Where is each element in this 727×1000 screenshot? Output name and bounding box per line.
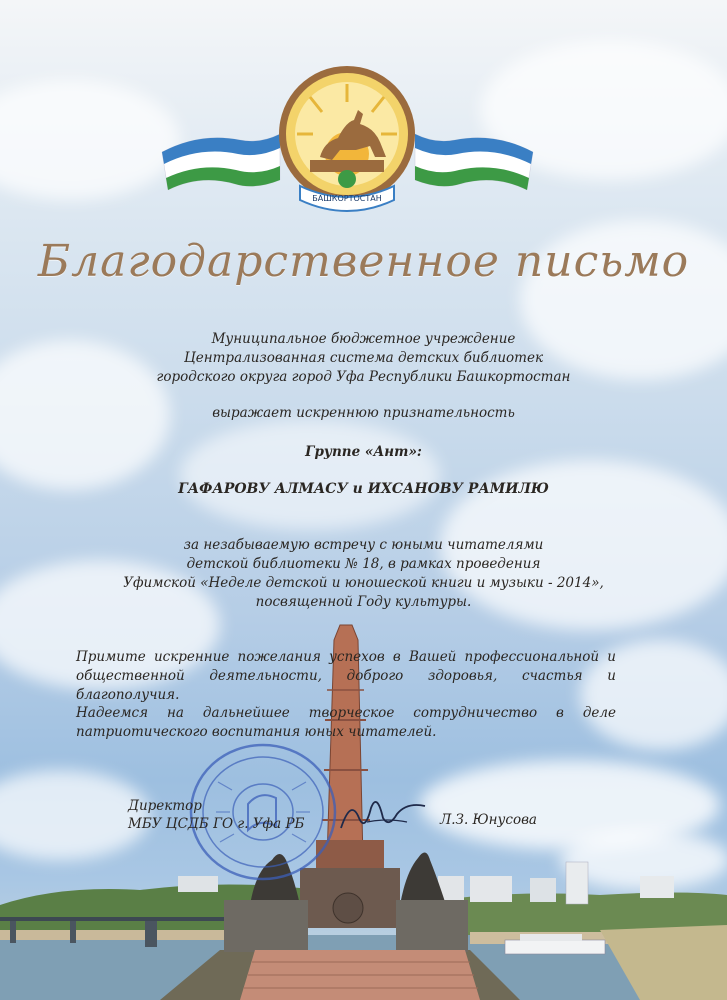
reason-line-4: посвященной Году культуры. [255,594,472,610]
reason-line-3: Уфимской «Неделе детской и юношеской книги и музыки - 2014», [123,575,604,591]
hope-paragraph: Надеемся на дальнейшее творческое сотрудничество в деле патриотического воспитания юных читателей. [76,705,616,740]
certificate-title: Благодарственное письмо [37,236,690,287]
group-name: Группе «Ант»: [305,444,422,460]
reason-line-1: за незабываемую встречу с юными читателями [183,537,544,553]
signer-position-1: Директор [128,798,202,814]
handwritten-signature [337,788,429,838]
official-stamp [188,742,338,882]
institution-line-2: Централизованная система детских библиотек [183,350,544,366]
institution-line-1: Муниципальное бюджетное учреждение [211,331,516,347]
institution-line-3: городского округа город Уфа Республики Башкортостан [156,369,571,385]
bashkortostan-emblem [160,62,535,222]
recipient-names: ГАФАРОВУ АЛМАСУ и ИХСАНОВУ РАМИЛЮ [178,481,549,497]
signer-name: Л.З. Юнусова [440,812,537,828]
signer-position-2: МБУ ЦСДБ ГО г. Уфа РБ [128,816,305,832]
expresses-gratitude: выражает искреннюю признательность [212,405,515,421]
wishes-paragraph: Примите искренние пожелания успехов в Вашей профессиональной и общественной деятельности, доброго здоровья, счастья и благополучия. [76,649,616,703]
emblem-ribbon-text: БАШКОРТОСТАН [312,194,382,203]
reason-line-2: детской библиотеки № 18, в рамках проведения [186,556,541,572]
